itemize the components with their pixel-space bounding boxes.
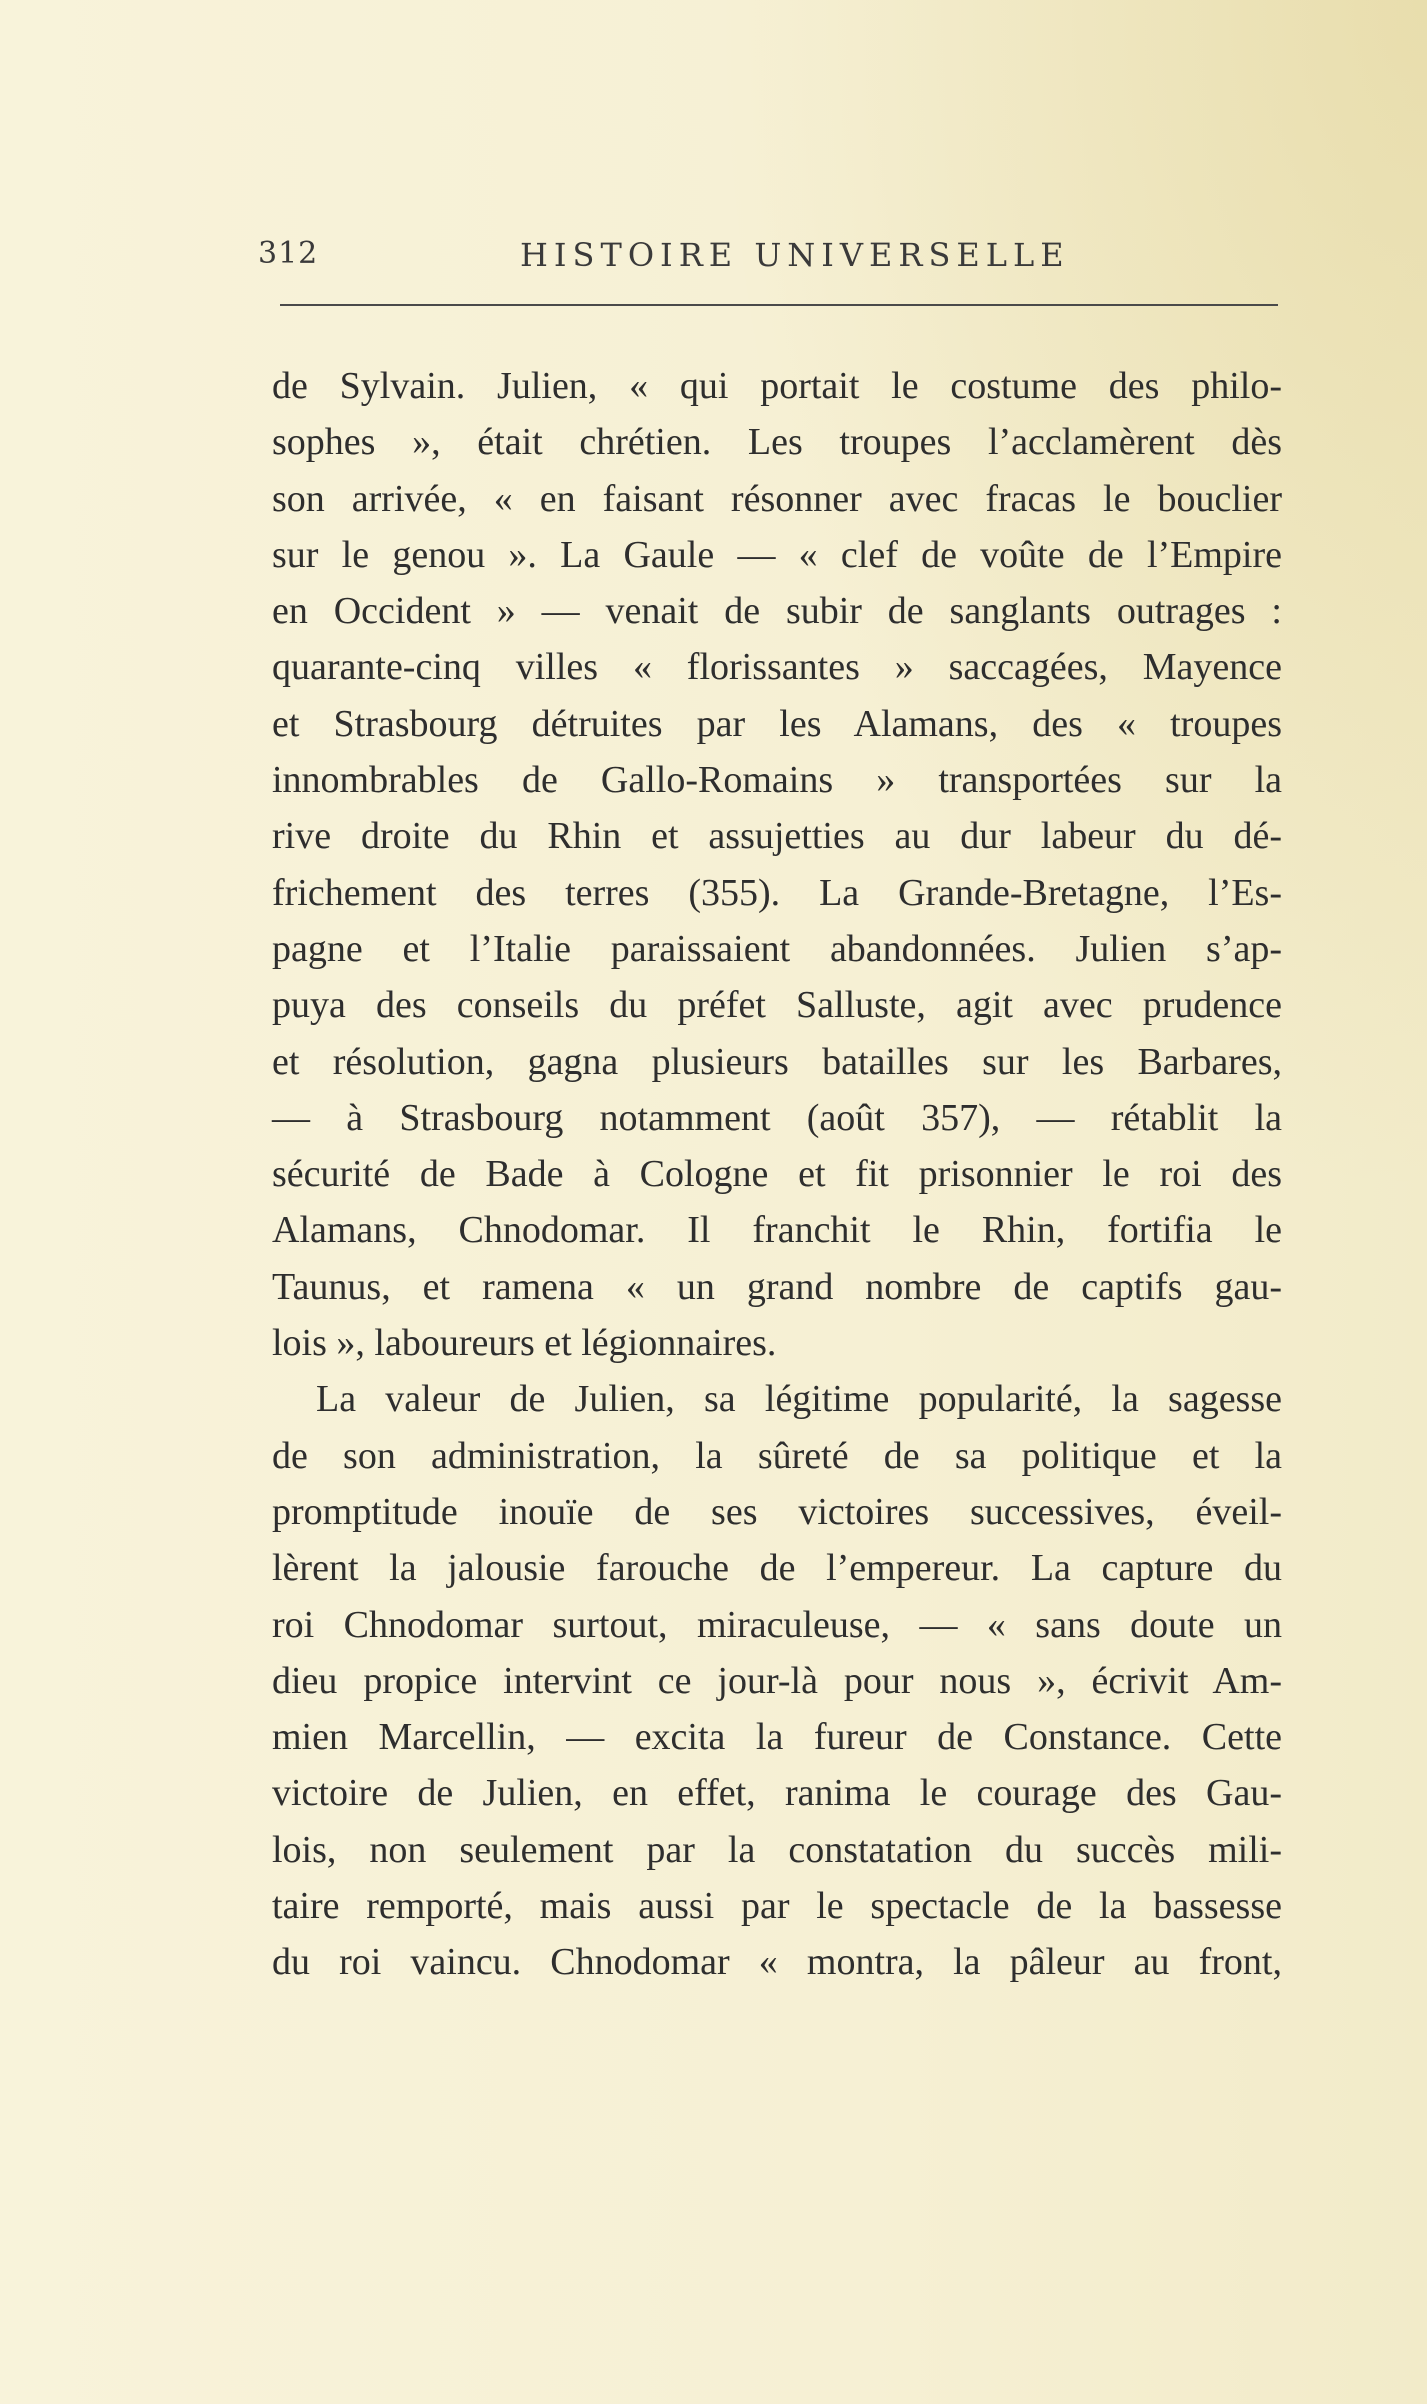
text-line: sur le genou ». La Gaule — « clef de voûte de l’Empire — [272, 533, 1282, 576]
text-line: taire remporté, mais aussi par le spectacle de la bassesse — [272, 1885, 1282, 1928]
text-line: sécurité de Bade à Cologne et fit prisonnier le roi des — [272, 1153, 1282, 1196]
running-title: HISTOIRE UNIVERSELLE — [520, 236, 1070, 274]
text-line: lèrent la jalousie farouche de l’empereur. La capture du — [272, 1547, 1282, 1590]
text-line: de Sylvain. Julien, « qui portait le costume des philo- — [272, 365, 1282, 407]
text-line: de son administration, la sûreté de sa politique et la — [272, 1434, 1282, 1477]
text-line: puya des conseils du préfet Salluste, agit avec prudence — [272, 984, 1282, 1027]
page-number: 312 — [258, 236, 319, 271]
text-line: roi Chnodomar surtout, miraculeuse, — « sans doute un — [272, 1603, 1282, 1646]
text-line: en Occident » — venait de subir de sanglants outrages : — [272, 590, 1282, 633]
body-text — [272, 358, 1282, 1991]
text-line: frichement des terres (355). La Grande-Bretagne, l’Es- — [272, 871, 1282, 914]
text-line: sophes », était chrétien. Les troupes l’acclamèrent dès — [272, 421, 1282, 464]
text-line: quarante-cinq villes « florissantes » saccagées, Mayence — [272, 646, 1282, 689]
text-line: innombrables de Gallo-Romains » transportées sur la — [272, 759, 1282, 802]
text-line: et Strasbourg détruites par les Alamans, des « troupes — [272, 702, 1282, 745]
text-line: Taunus, et ramena « un grand nombre de captifs gau- — [272, 1265, 1282, 1308]
text-line: promptitude inouïe de ses victoires successives, éveil- — [272, 1490, 1282, 1533]
text-line: pagne et l’Italie paraissaient abandonnées. Julien s’ap- — [272, 927, 1282, 970]
text-line: Alamans, Chnodomar. Il franchit le Rhin, fortifia le — [272, 1209, 1282, 1252]
text-line: du roi vaincu. Chnodomar « montra, la pâleur au front, — [272, 1941, 1282, 1984]
text-line: son arrivée, « en faisant résonner avec fracas le bouclier — [272, 477, 1282, 520]
text-line: et résolution, gagna plusieurs batailles sur les Barbares, — [272, 1040, 1282, 1083]
text-line: — à Strasbourg notamment (août 357), — rétablit la — [272, 1096, 1282, 1139]
text-line: victoire de Julien, en effet, ranima le courage des Gau- — [272, 1772, 1282, 1815]
text-line: lois », laboureurs et légionnaires. — [272, 1322, 777, 1365]
text-line: lois, non seulement par la constatation du succès mili- — [272, 1828, 1282, 1871]
header-rule — [280, 304, 1278, 306]
text-line: La valeur de Julien, sa légitime popularité, la sagesse — [316, 1378, 1282, 1421]
text-line: mien Marcellin, — excita la fureur de Constance. Cette — [272, 1716, 1282, 1759]
text-line: dieu propice intervint ce jour-là pour nous », écrivit Am- — [272, 1659, 1282, 1702]
text-line: rive droite du Rhin et assujetties au dur labeur du dé- — [272, 815, 1282, 858]
